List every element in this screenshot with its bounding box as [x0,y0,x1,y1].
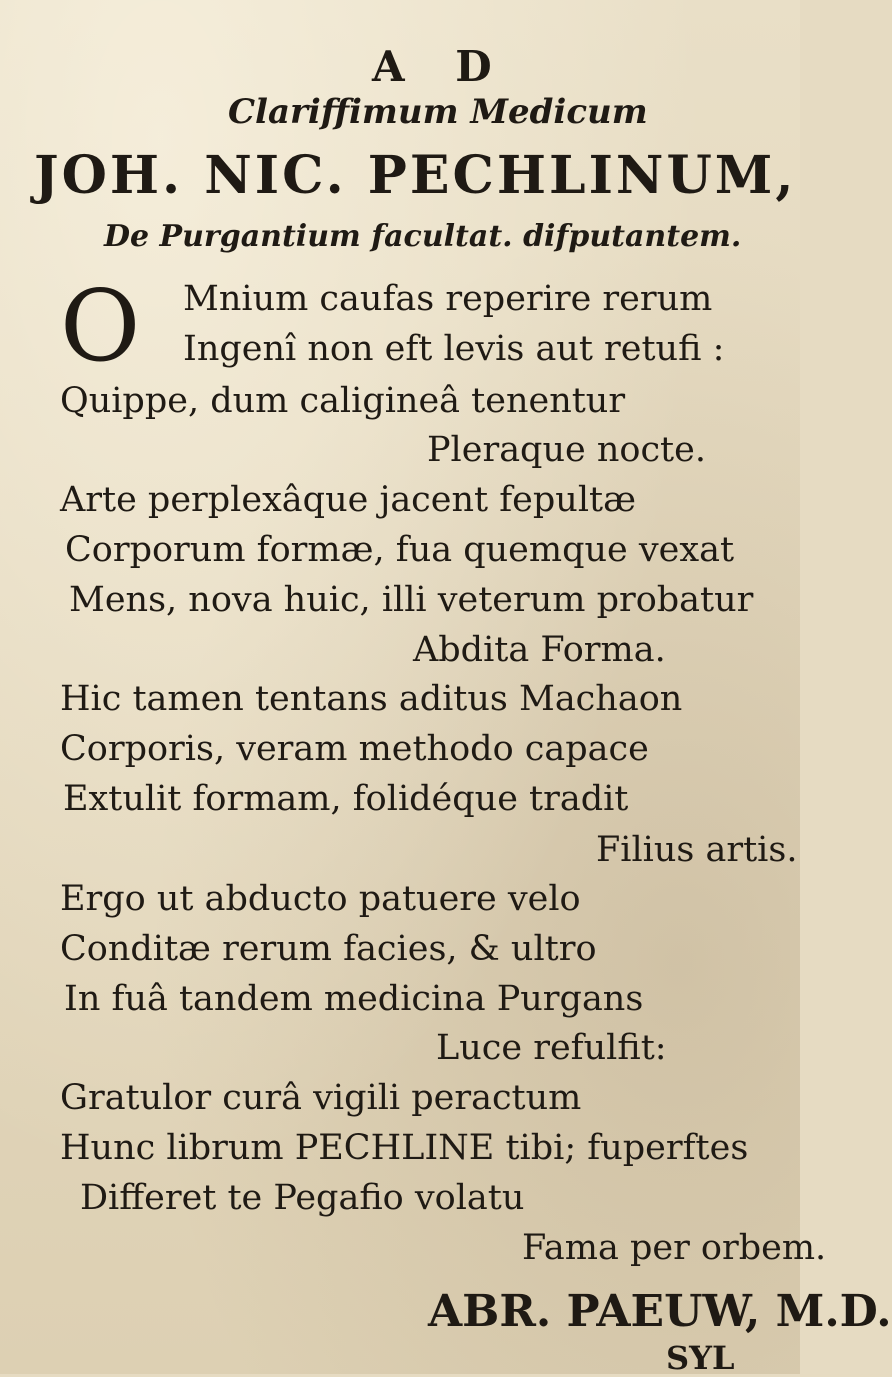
heading-subtitle: De Purgantium facultat. difputantem. [104,219,742,254]
poem-line: Arte perplexâque jacent fepultæ [60,480,636,520]
poem-line: Extulit formam, folidéque tradit [63,779,629,819]
catchword: SYL [666,1339,735,1377]
poem-line: Differet te Pegafio volatu [80,1178,525,1218]
poem-line: Gratulor curâ vigili peractum [60,1078,582,1118]
poem-line: Fama per orbem. [522,1228,827,1268]
heading-clarissimum: Clariffimum Medicum [228,92,648,132]
poem-line: Hic tamen tentans aditus Machaon [60,679,683,719]
poem-line: Mens, nova huic, illi veterum probatur [69,580,754,620]
poem-line: Corporis, veram methodo capace [60,729,649,769]
poem-line: In fuâ tandem medicina Purgans [64,979,644,1019]
poem-line: Filius artis. [596,830,798,870]
poem-line: Luce refulfit: [436,1028,667,1068]
poem-line: Conditæ rerum facies, & ultro [60,929,597,969]
poem-line: Hunc librum PECHLINE tibi; fuperftes [60,1128,749,1168]
poem-line: Corporum formæ, fua quemque vexat [65,530,735,570]
poem-line: Mnium caufas reperire rerum [183,279,713,319]
poem-line: Pleraque nocte. [427,430,706,470]
heading-name: JOH. NIC. PECHLINUM, [34,145,797,206]
heading-ad: A D [372,42,510,91]
poem-line: Ingenî non eft levis aut retufi : [183,329,725,369]
author-signature: ABR. PAEUW, M.D. [428,1286,892,1337]
poem-line: Quippe, dum caligineâ tenentur [60,381,626,421]
poem-line: Abdita Forma. [413,630,666,670]
poem-line: Ergo ut abducto patuere velo [60,879,581,919]
drop-cap: O [60,270,141,384]
